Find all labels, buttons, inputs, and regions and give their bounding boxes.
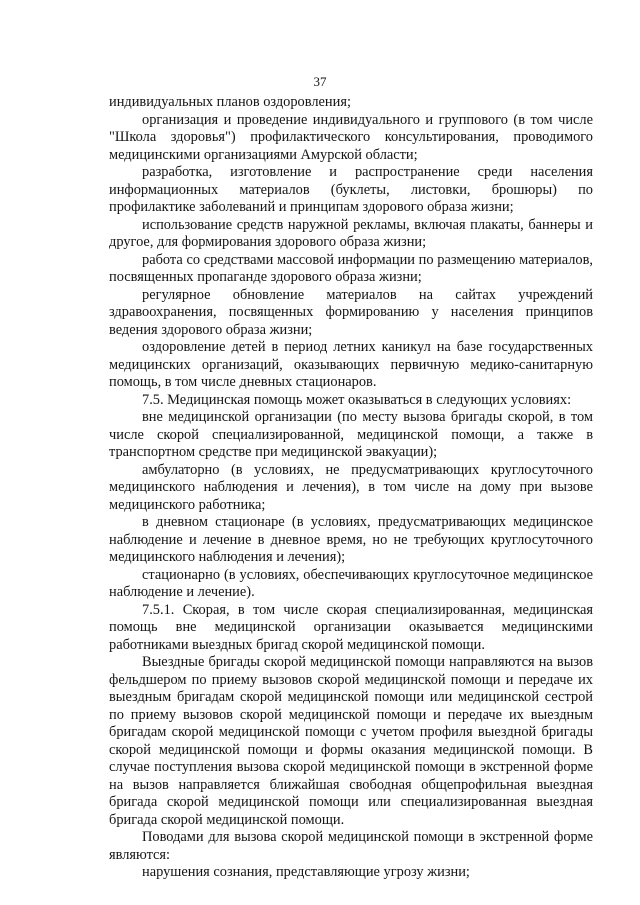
paragraph: вне медицинской организации (по месту вызова бригады скорой, в том числе скорой специализированной, медицинской помощи, а также в транспортном средстве при медицинской эвакуации); <box>109 409 593 460</box>
section-heading: 7.5. Медицинская помощь может оказываться в следующих условиях: <box>142 391 572 408</box>
document-body <box>109 94 593 882</box>
paragraph: индивидуальных планов оздоровления; <box>109 94 351 110</box>
paragraph: регулярное обновление материалов на сайтах учреждений здравоохранения, посвященных формированию у населения принципов ведения здорового образа жизни; <box>109 286 593 338</box>
paragraph: стационарно (в условиях, обеспечивающих круглосуточное медицинское наблюдение и лечение). <box>109 566 593 600</box>
paragraph: оздоровление детей в период летних каникул на базе государственных медицинских организаций, оказывающих первичную медико-санитарную помощь, в том числе дневных стационаров. <box>109 339 593 390</box>
paragraph: работа со средствами массовой информации по размещению материалов, посвященных пропаганде здорового образа жизни; <box>109 251 593 285</box>
paragraph: Поводами для вызова скорой медицинской помощи в экстренной форме являются: <box>109 829 593 863</box>
page-number: 37 <box>313 74 327 89</box>
paragraph: разработка, изготовление и распространение среди населения информационных материалов (буклеты, листовки, брошюры) по профилактике заболеваний и принципам здорового образа жизни; <box>109 164 593 215</box>
paragraph: амбулаторно (в условиях, не предусматривающих круглосуточного медицинского наблюдения и лечения), в том числе на дому при вызове медицинского работника; <box>109 461 593 513</box>
paragraph: организация и проведение индивидуального и группового (в том числе "Школа здоровья") профилактического консультирования, проводимого медицинскими организациями Амурской области; <box>109 111 593 163</box>
paragraph: нарушения сознания, представляющие угрозу жизни; <box>142 864 470 880</box>
subsection-paragraph: 7.5.1. Скорая, в том числе скорая специализированная, медицинская помощь вне медицинской организации оказывается медицинскими работниками выездных бригад скорой медицинской помощи. <box>109 601 593 653</box>
paragraph: Выездные бригады скорой медицинской помощи направляются на вызов фельдшером по приему вызовов скорой медицинской помощи и передаче их выездным бригадам скорой медицинской помощи или медицинской сестрой по приему вызовов скорой медицинской помощи и передаче их выездным бригадам скорой медицинской помощи с учетом профиля выездной бригады скорой медицинской помощи и формы оказания медицинской помощи. В случае поступления вызова скорой медицинской помощи в экстренной форме на вызов направляется ближайшая свободная общепрофильная выездная бригада скорой медицинской помощи или специализированная выездная бригада скорой медицинской помощи. <box>109 654 593 828</box>
paragraph: в дневном стационаре (в условиях, предусматривающих медицинское наблюдение и лечение в дневное время, но не требующих круглосуточного медицинского наблюдения и лечения); <box>109 514 593 565</box>
paragraph: использование средств наружной рекламы, включая плакаты, баннеры и другое, для формирования здорового образа жизни; <box>109 216 593 250</box>
